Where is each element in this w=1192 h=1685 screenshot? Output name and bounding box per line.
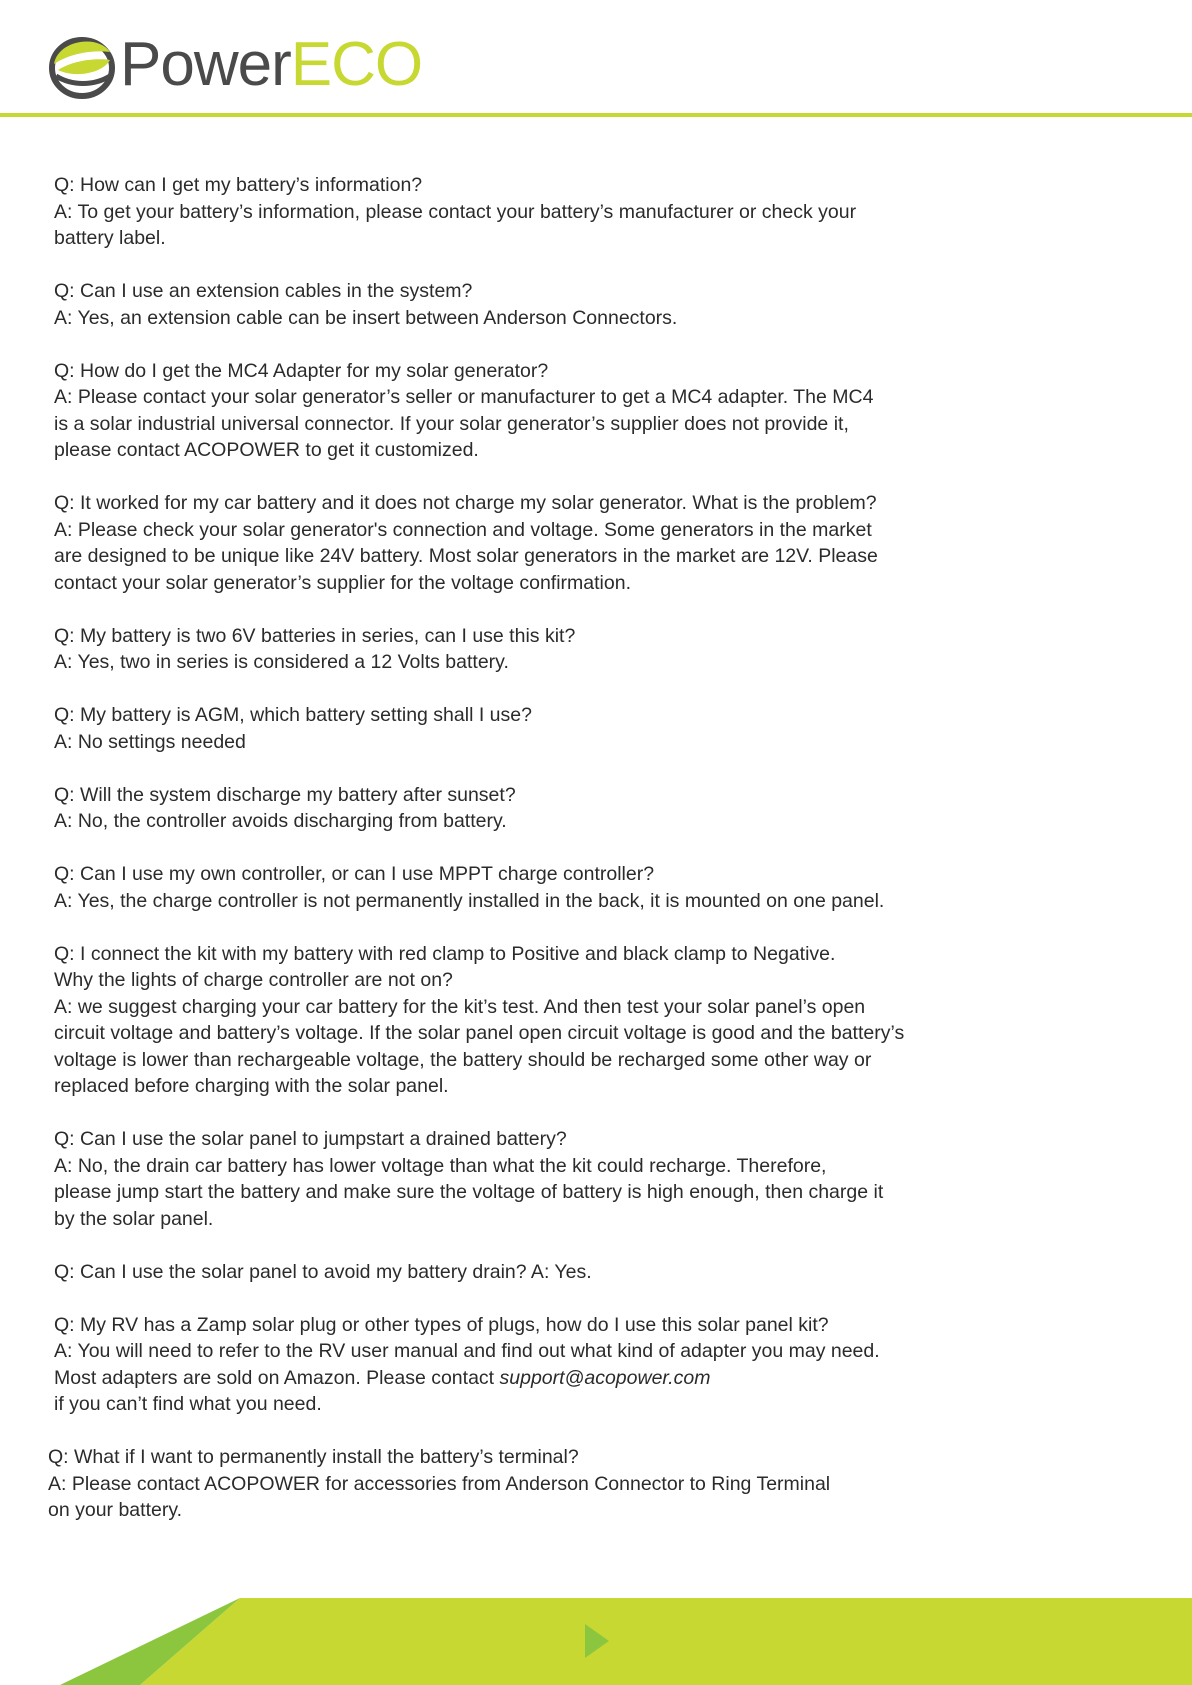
faq-question: Q: Can I use the solar panel to jumpstart a drained battery? [54,1128,567,1150]
faq-answer-text: A: You will need to refer to the RV user manual and find out what kind of adapter you may need. Most adapters are sold on Amazon. Please contact [54,1340,880,1389]
faq-item [54,490,1054,596]
faq-list [48,172,1054,1550]
faq-item [54,861,1054,914]
header-divider [0,113,1192,117]
faq-item [48,1444,1054,1524]
faq-answer: A: No settings needed [54,730,246,753]
faq-answer: A: Yes, the charge controller is not permanently installed in the back, it is mounted on one panel. [54,889,885,912]
faq-question: Q: How do I get the MC4 Adapter for my solar generator? [54,359,549,382]
faq-item [54,358,1054,464]
faq-item [54,1259,1054,1286]
faq-answer: A: Yes, an extension cable can be insert between Anderson Connectors. [54,306,678,329]
faq-question: Q: How can I get my battery’s information? [54,174,423,196]
page-header [0,0,1192,120]
faq-question: Q: What if I want to permanently install the battery’s terminal? [48,1446,579,1468]
faq-answer: A: Please contact your solar generator’s seller or manufacturer to get a MC4 adapter. The MC4 is a solar industrial universal connector. If your solar generator’s supplier does not provide it, please contact ACOPOWER to get it customized. [54,386,874,461]
faq-question: Q: Will the system discharge my battery after sunset? [54,783,516,806]
faq-item [54,1312,1054,1418]
faq-answer: A: No, the controller avoids discharging from battery. [54,810,507,832]
faq-answer: A: No, the drain car battery has lower voltage than what the kit could recharge. Therefore, please jump start the battery and make sure the voltage of battery is high enough, then charge it by the solar panel. [54,1154,884,1230]
faq-item [54,1126,1054,1232]
faq-question: Q: Can I use my own controller, or can I use MPPT charge controller? [54,863,655,885]
faq-answer: A: Yes, two in series is considered a 12 Volts battery. [54,651,509,673]
faq-answer [54,1338,1054,1418]
faq-question: Q: My battery is AGM, which battery setting shall I use? [54,704,532,726]
faq-answer: A: we suggest charging your car battery for the kit’s test. And then test your solar panel’s open circuit voltage and battery’s voltage. If the solar panel open circuit voltage is good and the battery’s voltage is lower than rechargeable voltage, the battery should be recharged some other way or replaced before charging with the solar panel. [54,995,905,1097]
faq-answer: A: Please check your solar generator's connection and voltage. Some generators in the market are designed to be unique like 24V battery. Most solar generators in the market are 12V. Please contact your solar generator’s supplier for the voltage confirmation. [54,518,878,594]
page-footer-band [0,1598,1192,1685]
faq-item [54,172,1054,252]
faq-item [54,941,1054,1100]
brand-name-power: Power [120,30,291,99]
faq-question: Q: I connect the kit with my battery with red clamp to Positive and black clamp to Negative. Why the lights of charge controller are not on? [54,942,836,991]
faq-item [54,278,1054,331]
faq-item [54,702,1054,755]
faq-question: Q: Can I use the solar panel to avoid my battery drain? A: Yes. [54,1260,592,1283]
brand-name-eco: ECO [290,30,423,99]
faq-question: Q: It worked for my car battery and it does not charge my solar generator. What is the problem? [54,492,877,514]
faq-item [54,782,1054,835]
support-email-link[interactable]: support@acopower.com [499,1366,711,1389]
faq-question: Q: My battery is two 6V batteries in series, can I use this kit? [54,624,576,647]
footer-graphic [0,1598,1192,1685]
powereco-logo [48,30,422,100]
faq-answer: A: To get your battery’s information, please contact your battery’s manufacturer or check your battery label. [54,200,857,249]
faq-answer-text: if you can’t find what you need. [54,1393,322,1415]
faq-item [54,623,1054,676]
brand-wordmark [120,30,422,100]
faq-answer: A: Please contact ACOPOWER for accessories from Anderson Connector to Ring Terminal on your battery. [48,1472,831,1521]
leaf-logo-icon [48,30,116,100]
faq-question: Q: My RV has a Zamp solar plug or other types of plugs, how do I use this solar panel kit? [54,1313,829,1336]
faq-question: Q: Can I use an extension cables in the system? [54,280,473,302]
